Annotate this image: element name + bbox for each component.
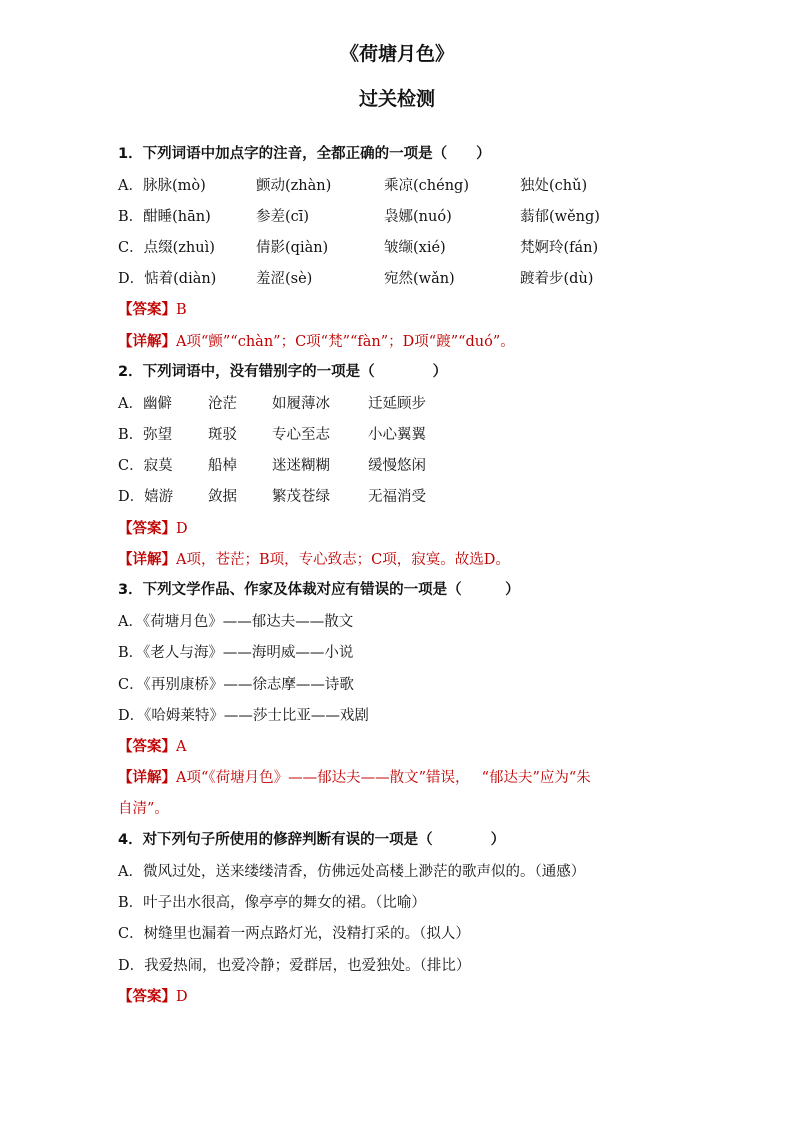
q3-detail-part3: ”错误， — [418, 770, 470, 786]
q1-d-word4: 踱着步(dù) — [520, 271, 594, 287]
q2-c-word4: 缓慢悠闲 — [368, 458, 426, 474]
q4-answer — [118, 987, 754, 1007]
answer-label: 【答案】 — [118, 302, 176, 318]
q3-option-a: A．《荷塘月色》——郁达夫——散文 — [118, 614, 354, 630]
q1-a-word1: A．脉脉(mò) — [118, 178, 206, 194]
answer-label: 【答案】 — [118, 989, 176, 1005]
q1-answer-value: B — [176, 302, 187, 318]
page-subtitle: 过关检测 — [358, 88, 435, 110]
q1-b-word2: 参差(cī) — [256, 209, 310, 225]
q1-d-word2: 羞涩(sè) — [256, 271, 313, 287]
detail-label: 【详解】 — [118, 334, 176, 350]
q4-option-a: A．微风过处，送来缕缕清香，仿佛远处高楼上渺茫的歌声似的。（通感） — [118, 864, 586, 880]
q1-d-word1: D．惦着(diàn) — [118, 271, 217, 287]
q2-c-word1: C．寂莫 — [118, 458, 173, 474]
q4-option-d: D．我爱热闹，也爱冷静；爱群居，也爱独处。（排比） — [118, 958, 471, 974]
q1-b-word1: B．酣睡(hān) — [118, 209, 211, 225]
q2-b-word1: B．弥望 — [118, 427, 173, 443]
q3-answer — [118, 737, 754, 757]
q3-detail-part1: A项“ — [176, 770, 209, 786]
q3-detail — [118, 768, 754, 788]
q3-option-c: C．《再别康桥》——徐志摩——诗歌 — [118, 677, 354, 693]
q2-b-word2: 斑驳 — [208, 427, 237, 443]
q3-option-b: B．《老人与海》——海明威——小说 — [118, 645, 354, 661]
q1-a-word4: 独处(chǔ) — [520, 178, 588, 194]
q1-a-word3: 乘凉(chéng) — [384, 178, 469, 194]
q4-answer-value: D — [176, 989, 188, 1005]
q2-d-word4: 无福消受 — [368, 489, 426, 505]
q1-d-word3: 宛然(wǎn) — [384, 271, 455, 287]
q1-a-word2: 颤动(zhàn) — [256, 178, 332, 194]
q2-a-word3: 如履薄冰 — [272, 396, 330, 412]
page-title: 《荷塘月色》 — [339, 43, 454, 65]
q4-option-b: B．叶子出水很高，像亭亭的舞女的裙。（比喻） — [118, 895, 426, 911]
q2-d-word3: 繁茂苍绿 — [272, 489, 330, 505]
question-1-stem: 1．下列词语中加点字的注音，全都正确的一项是（ ） — [118, 146, 491, 162]
question-2-stem: 2．下列词语中，没有错别字的一项是（ ） — [118, 364, 448, 380]
q2-a-word2: 沧茫 — [208, 396, 237, 412]
q3-detail-continued — [118, 799, 754, 819]
q1-b-word4: 蓊郁(wěng) — [520, 209, 600, 225]
q1-c-word2: 倩影(qiàn) — [256, 240, 329, 256]
q1-c-word1: C．点缀(zhuì) — [118, 240, 215, 256]
q1-answer — [118, 300, 754, 320]
answer-label: 【答案】 — [118, 521, 176, 537]
q3-detail-part4: “郁达夫”应为“朱 — [481, 770, 591, 786]
q2-b-word4: 小心翼翼 — [368, 427, 426, 443]
q2-a-word4: 迁延顾步 — [368, 396, 426, 412]
q2-answer — [118, 519, 754, 539]
q2-d-word2: 敛据 — [208, 489, 237, 505]
q1-c-word4: 梵婀玲(fán) — [520, 240, 599, 256]
q3-answer-value: A — [176, 739, 187, 755]
q2-answer-value: D — [176, 521, 188, 537]
q1-detail-text: A项“颤”“chàn”；C项“梵”“fàn”；D项“踱”“duó”。 — [176, 334, 515, 350]
question-3-stem: 3．下列文学作品、作家及体裁对应有错误的一项是（ ） — [118, 582, 520, 598]
q2-detail — [118, 550, 754, 570]
q2-a-word1: A．幽僻 — [118, 396, 172, 412]
answer-label: 【答案】 — [118, 739, 176, 755]
q3-detail-line2: 自清”。 — [118, 801, 169, 817]
q2-b-word3: 专心至志 — [272, 427, 330, 443]
q3-option-d: D．《哈姆莱特》——莎士比亚——戏剧 — [118, 708, 369, 724]
q1-detail — [118, 332, 754, 352]
q2-c-word3: 迷迷糊糊 — [272, 458, 330, 474]
question-4-stem: 4．对下列句子所使用的修辞判断有误的一项是（ ） — [118, 832, 506, 848]
q2-c-word2: 船棹 — [208, 458, 237, 474]
detail-label: 【详解】 — [118, 552, 176, 568]
q2-d-word1: D．嬉游 — [118, 489, 174, 505]
q1-c-word3: 皱缬(xié) — [384, 240, 446, 256]
q1-b-word3: 袅娜(nuó) — [384, 209, 452, 225]
detail-label: 【详解】 — [118, 770, 176, 786]
q3-detail-part2: 《荷塘月色》——郁达夫——散文 — [208, 770, 419, 786]
q2-detail-text: A项，苍茫；B项，专心致志；C项，寂寞。故选D。 — [176, 552, 510, 568]
q4-option-c: C．树缝里也漏着一两点路灯光，没精打采的。（拟人） — [118, 926, 470, 942]
